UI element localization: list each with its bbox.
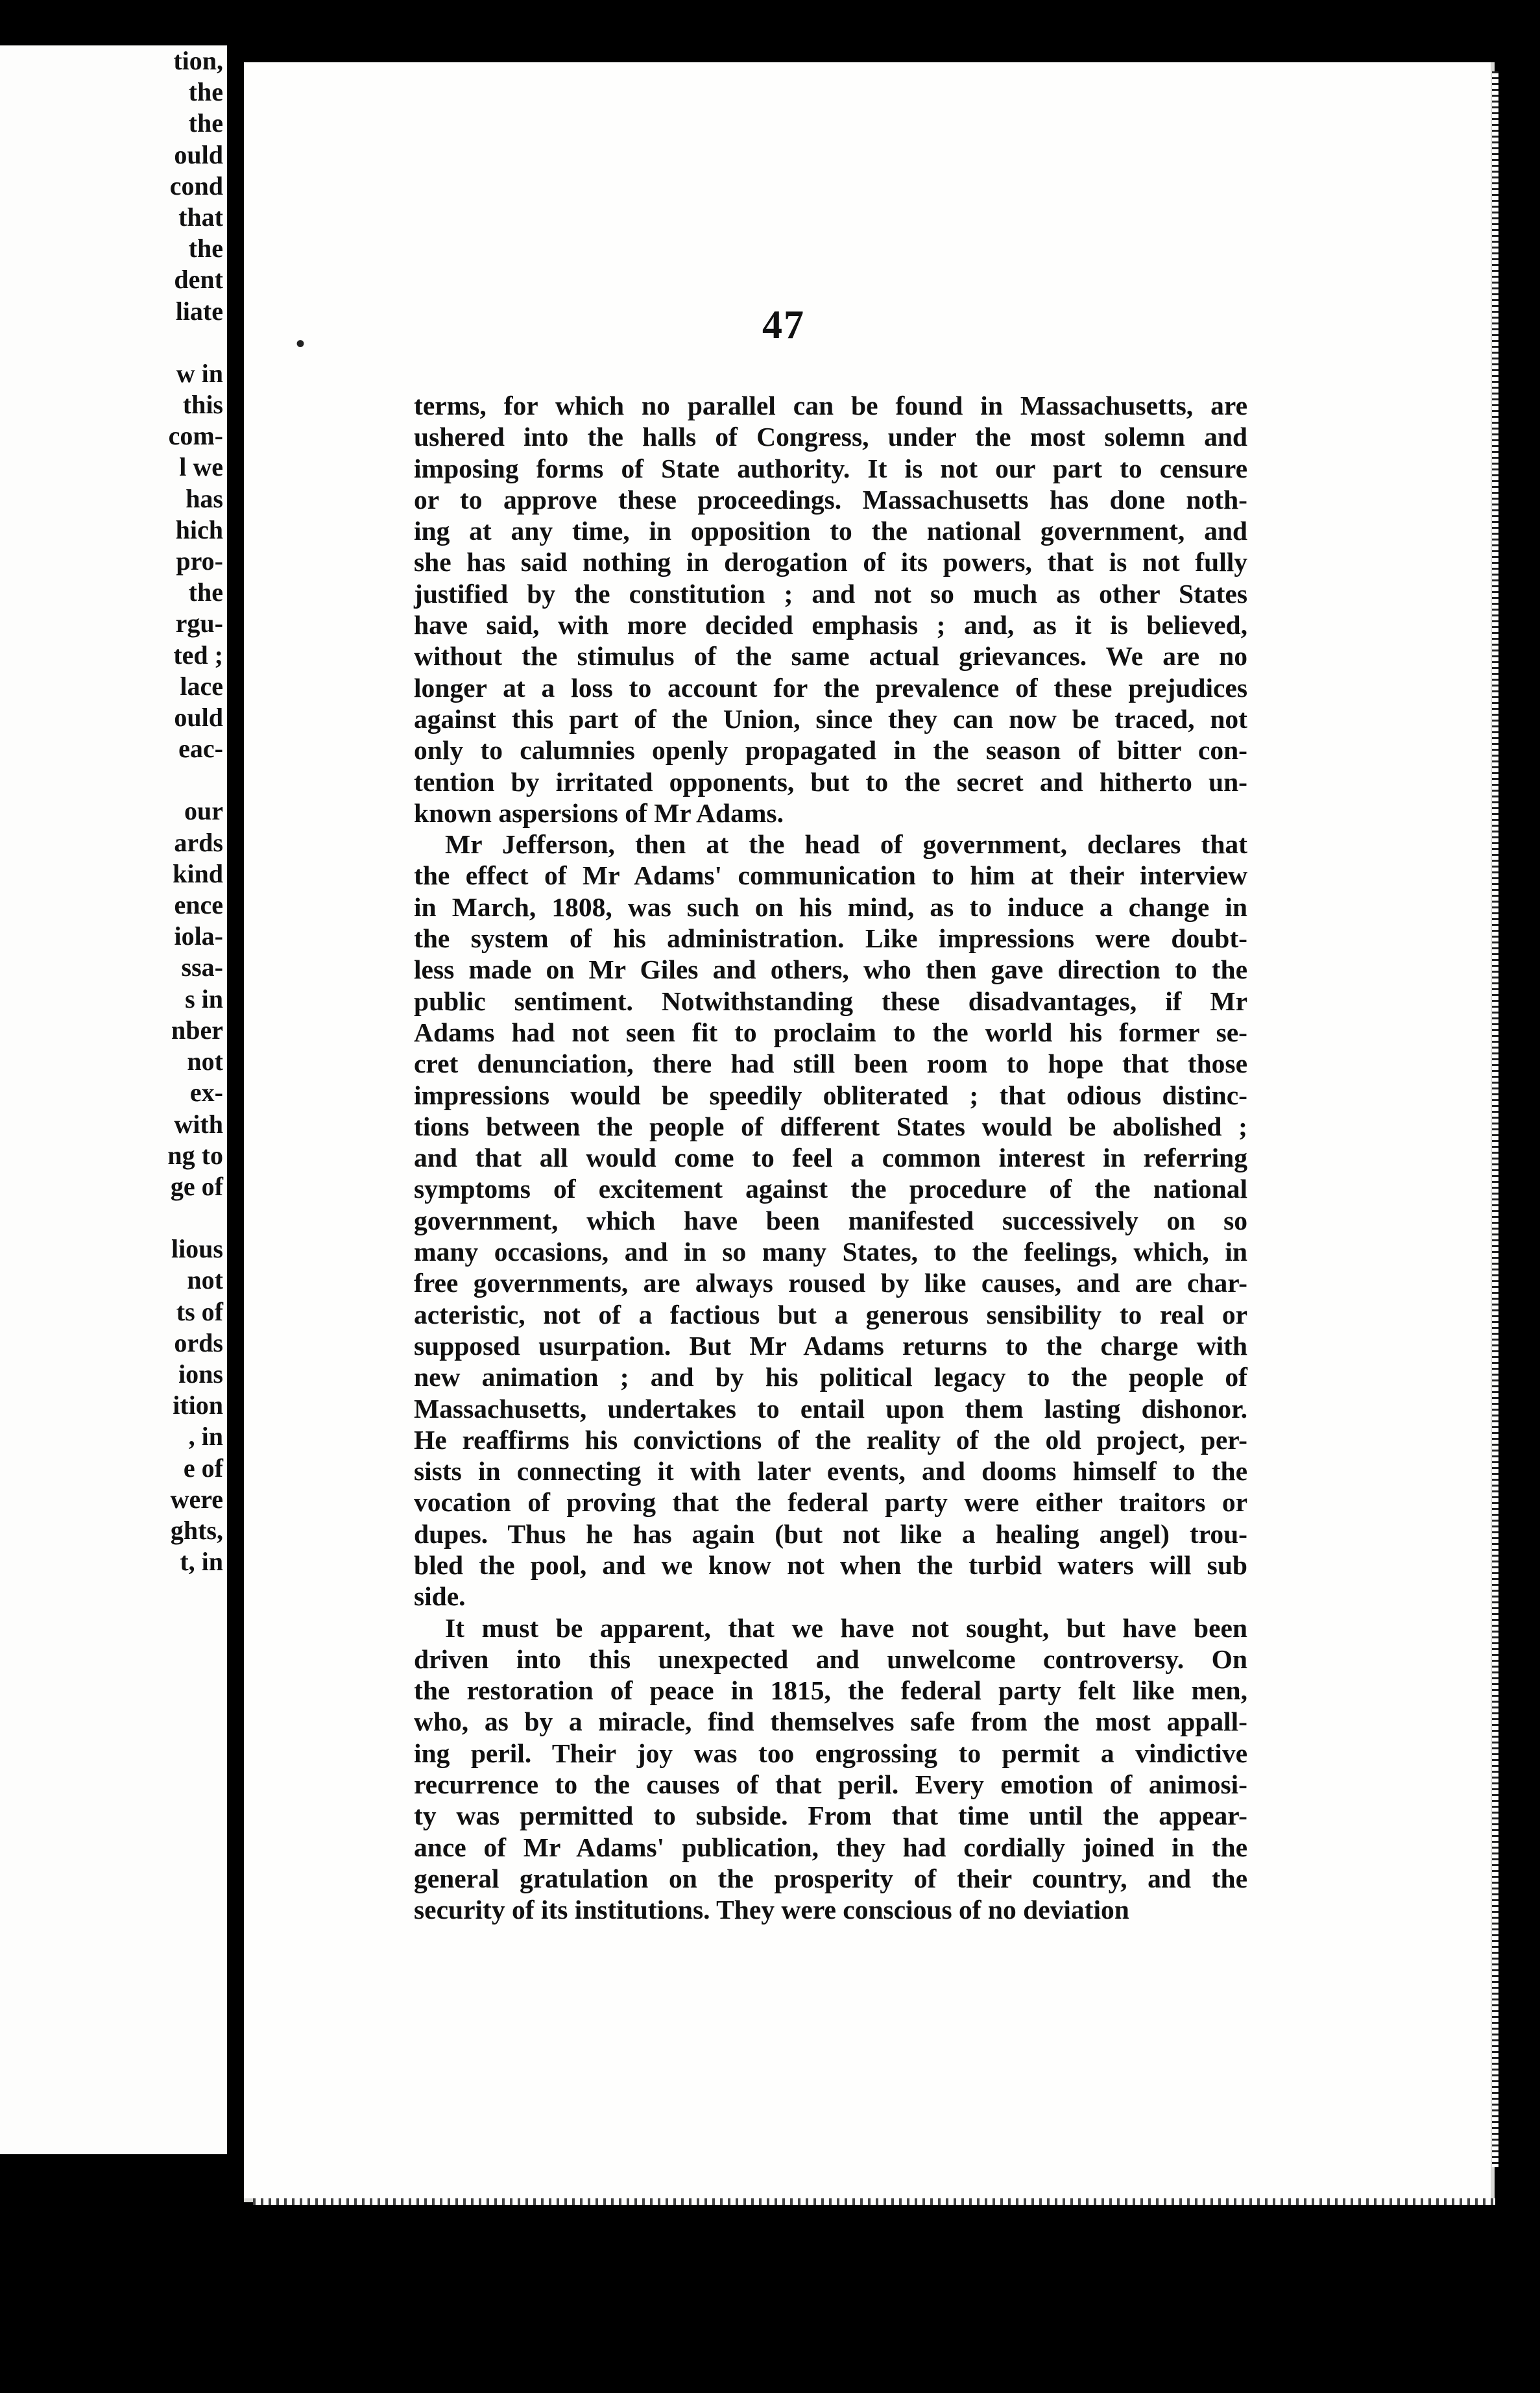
text-line: without the stimulus of the same actual grievances. We are no <box>414 641 1247 672</box>
left-fragment-line: this <box>182 390 223 420</box>
text-line: she has said nothing in derogation of its powers, that is not fully <box>414 547 1247 577</box>
page-gutter <box>227 0 244 2393</box>
text-line: acteristic, not of a factious but a generous sensibility to real or <box>414 1299 1247 1330</box>
left-fragment-line: ence <box>174 890 223 920</box>
left-fragment-line <box>167 764 223 796</box>
left-fragment-line: l we <box>179 452 223 482</box>
left-fragment-line: ng to <box>167 1140 223 1170</box>
left-fragment-line: the <box>188 577 223 607</box>
left-facing-page <box>0 45 229 2154</box>
left-fragment-line: ge of <box>170 1171 223 1201</box>
left-fragment-line: e of <box>183 1453 223 1483</box>
left-fragment-line: the <box>188 108 223 138</box>
text-line: ing peril. Their joy was too engrossing to permit a vindictive <box>414 1738 1247 1768</box>
left-fragment-line: lious <box>171 1234 223 1264</box>
left-fragment-line: nber <box>171 1015 223 1045</box>
left-fragment-line: not <box>187 1265 223 1295</box>
left-fragment-line: not <box>187 1047 223 1076</box>
text-line: tions between the people of different States would be abolished ; <box>414 1111 1247 1141</box>
body-text <box>414 390 1247 1926</box>
left-fragment-line: hich <box>175 515 223 544</box>
text-line: longer at a loss to account for the prevalence of these prejudices <box>414 672 1247 703</box>
left-fragment-line: that <box>178 202 223 232</box>
left-fragment-line: ords <box>174 1328 223 1357</box>
paragraph <box>414 390 1247 829</box>
left-fragment-line: the <box>188 77 223 107</box>
page-number: 47 <box>762 303 805 347</box>
text-line: who, as by a miracle, find themselves safe from the most appall- <box>414 1707 1247 1737</box>
text-line: supposed usurpation. But Mr Adams returns to the charge with <box>414 1330 1247 1361</box>
text-line: against this part of the Union, since they can now be traced, not <box>414 703 1247 734</box>
text-line: public sentiment. Notwithstanding these disadvantages, if Mr <box>414 986 1247 1016</box>
left-fragment-line: ted ; <box>173 640 223 670</box>
text-line: many occasions, and in so many States, to the feelings, which, in <box>414 1237 1247 1267</box>
paragraph <box>414 1612 1247 1926</box>
left-fragment-line: eac- <box>178 734 223 764</box>
text-line: new animation ; and by his political legacy to the people of <box>414 1362 1247 1392</box>
text-line: or to approve these proceedings. Massachusetts has done noth- <box>414 484 1247 515</box>
left-fragment-line: ts of <box>176 1296 223 1326</box>
left-fragment-line: s in <box>185 984 223 1014</box>
text-line: justified by the constitution ; and not so much as other States <box>414 578 1247 609</box>
text-line: ance of Mr Adams' publication, they had cordially joined in the <box>414 1832 1247 1862</box>
text-line: impressions would be speedily obliterated ; that odious distinc- <box>414 1080 1247 1110</box>
left-fragment-line <box>167 1202 223 1233</box>
left-fragment-line: iola- <box>174 921 223 951</box>
left-fragment-line: ition <box>173 1391 223 1420</box>
paragraph <box>414 829 1247 1612</box>
left-fragment-line: kind <box>173 858 223 888</box>
text-line: driven into this unexpected and unwelcome controversy. On <box>414 1644 1247 1674</box>
left-fragment-line: with <box>174 1109 223 1139</box>
left-fragment-line: , in <box>188 1422 223 1452</box>
text-line: dupes. Thus he has again (but not like a healing angel) trou- <box>414 1518 1247 1549</box>
left-fragment-line: w in <box>176 358 223 388</box>
text-line: tention by irritated opponents, but to the secret and hitherto un- <box>414 766 1247 797</box>
text-line: Mr Jefferson, then at the head of government, declares that <box>445 829 1247 860</box>
text-line: recurrence to the causes of that peril. Every emotion of animosi- <box>414 1769 1247 1800</box>
text-line: side. <box>414 1581 466 1612</box>
page-edge-right <box>1492 71 1498 2167</box>
left-fragment-line: the <box>188 234 223 263</box>
text-line: ing at any time, in opposition to the national government, and <box>414 516 1247 546</box>
left-fragment-line: rgu- <box>175 609 223 638</box>
left-fragment-line: ould <box>174 703 223 733</box>
text-line: imposing forms of State authority. It is not our part to censure <box>414 453 1247 483</box>
text-line: free governments, are always roused by like causes, and are char- <box>414 1268 1247 1298</box>
text-line: sists in connecting it with later events, and dooms himself to the <box>414 1456 1247 1487</box>
left-fragment-line: ex- <box>189 1078 223 1108</box>
left-fragment-line: were <box>170 1484 223 1514</box>
left-fragment-line: ssa- <box>181 953 223 982</box>
left-fragment-line: has <box>186 483 223 513</box>
left-fragment-line: com- <box>168 421 223 451</box>
margin-mark-dot: • <box>296 329 306 358</box>
text-line: Adams had not seen fit to proclaim to the world his former se- <box>414 1017 1247 1047</box>
text-line: terms, for which no parallel can be found in Massachusetts, are <box>414 391 1247 420</box>
text-line: the restoration of peace in 1815, the federal party felt like men, <box>414 1675 1247 1706</box>
text-line: the system of his administration. Like impressions were doubt- <box>414 923 1247 954</box>
text-line: general gratulation on the prosperity of their country, and the <box>414 1863 1247 1893</box>
left-fragment-line: ould <box>174 140 223 169</box>
text-line: He reaffirms his convictions of the reality of the old project, per- <box>414 1424 1247 1455</box>
left-fragment-line: tion, <box>173 46 223 75</box>
text-line: vocation of proving that the federal party were either traitors or <box>414 1487 1247 1518</box>
left-fragment-line: pro- <box>176 546 223 576</box>
text-line: security of its institutions. They were conscious of no deviation <box>414 1895 1129 1925</box>
text-line: Massachusetts, undertakes to entail upon them lasting dishonor. <box>414 1393 1247 1424</box>
text-line: have said, with more decided emphasis ; and, as it is believed, <box>414 610 1247 640</box>
text-line: less made on Mr Giles and others, who then gave direction to the <box>414 954 1247 985</box>
left-fragment-line: our <box>184 796 223 826</box>
left-fragment-line: ards <box>174 827 223 857</box>
left-fragment-line: t, in <box>180 1547 223 1577</box>
left-page-text-fragments <box>167 45 223 1577</box>
text-line: ty was permitted to subside. From that time until the appear- <box>414 1801 1247 1831</box>
text-line: government, which have been manifested successively on so <box>414 1205 1247 1235</box>
text-line: symptoms of excitement against the procedure of the national <box>414 1174 1247 1204</box>
left-fragment-line <box>167 327 223 358</box>
text-line: It must be apparent, that we have not sought, but have been <box>445 1612 1247 1643</box>
page-edge-bottom <box>253 2198 1495 2205</box>
text-line: known aspersions of Mr Adams. <box>414 797 784 828</box>
text-line: ushered into the halls of Congress, under the most solemn and <box>414 422 1247 452</box>
text-line: and that all would come to feel a common interest in referring <box>414 1143 1247 1173</box>
left-fragment-line: liate <box>175 296 223 326</box>
text-line: in March, 1808, was such on his mind, as to induce a change in <box>414 892 1247 922</box>
text-line: the effect of Mr Adams' communication to him at their interview <box>414 860 1247 891</box>
left-fragment-line: ions <box>178 1359 223 1389</box>
text-line: bled the pool, and we know not when the turbid waters will sub <box>414 1549 1247 1580</box>
left-fragment-line: ghts, <box>170 1515 223 1545</box>
text-line: only to calumnies openly propagated in the season of bitter con- <box>414 735 1247 766</box>
left-fragment-line: lace <box>180 671 223 701</box>
left-fragment-line: cond <box>169 171 223 200</box>
main-page <box>244 62 1495 2202</box>
left-fragment-line: dent <box>174 265 223 295</box>
text-line: cret denunciation, there had still been room to hope that those <box>414 1049 1247 1079</box>
